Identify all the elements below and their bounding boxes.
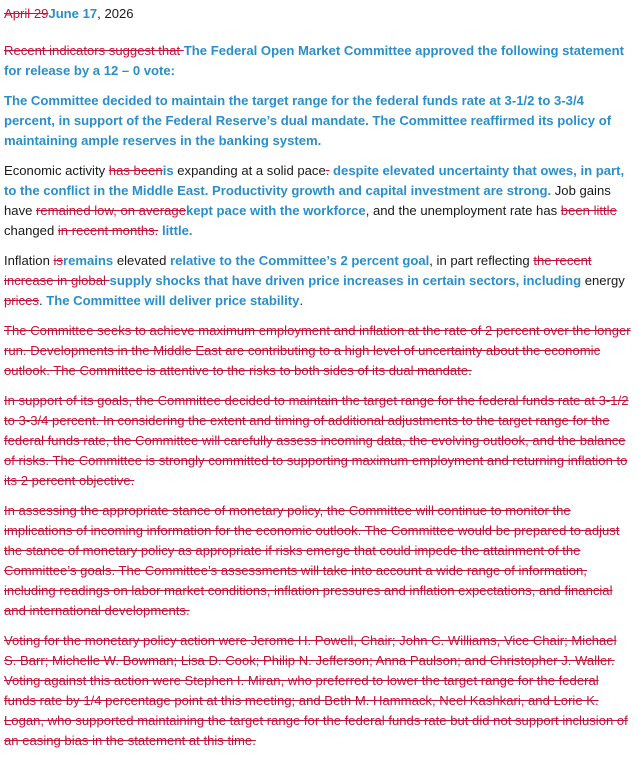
deleted-text: in recent months. xyxy=(57,223,159,238)
body-text: changed xyxy=(4,223,58,238)
body-text: energy xyxy=(581,273,625,288)
body-text: Inflation xyxy=(4,253,54,268)
economic-activity-paragraph xyxy=(4,161,632,241)
inserted-text: The Federal Open Market Committee approved the following statement for release by a 12 – 0 vote: xyxy=(4,43,624,78)
deleted-text: . xyxy=(325,163,330,178)
assessing-paragraph-deleted xyxy=(4,501,632,621)
inflation-paragraph xyxy=(4,251,632,311)
inserted-text: kept pace with the workforce xyxy=(185,203,366,218)
deleted-text: prices xyxy=(4,293,39,308)
inserted-text: June 17 xyxy=(48,6,98,21)
deleted-text: is xyxy=(53,253,63,268)
redline-document xyxy=(4,4,632,761)
deleted-text: remained low, on average xyxy=(36,203,186,218)
deleted-text: Recent indicators suggest that xyxy=(4,43,184,58)
inserted-text: little. xyxy=(158,223,193,238)
deleted-text: been little xyxy=(560,203,617,218)
deleted-text: has been xyxy=(108,163,163,178)
body-text: , and the unemployment rate has xyxy=(365,203,561,218)
date-line xyxy=(4,4,632,24)
inserted-text: The Committee decided to maintain the target range for the federal funds rate at 3-1/2 to 3-3/4 percent, in support of the Federal Reserve’s dual mandate. The Committee reaffirmed its policy of maintaining ample reserves in the banking system. xyxy=(4,93,612,148)
body-text: , 2026 xyxy=(97,6,134,21)
body-text: elevated xyxy=(113,253,170,268)
goals-paragraph-deleted xyxy=(4,321,632,381)
body-text: . xyxy=(38,293,47,308)
intro-paragraph xyxy=(4,41,632,81)
deleted-text: Voting for the monetary policy action were Jerome H. Powell, Chair; John C. Williams, Vice Chair; Michael S. Barr; Michelle W. Bowman; Lisa D. Cook; Philip N. Jefferson; Anna Paulson; and Christopher J. Waller. Voting against this action were Stephen I. Miran, who preferred to lower the target range for the federal funds rate by 1/4 percentage point at this meeting; and Beth M. Hammack, Neel Kashkari, and Lorie K. Logan, who supported maintaining the target range for the federal funds rate but did not support inclusion of an easing bias in the statement at this time. xyxy=(4,633,628,748)
body-text: Economic activity xyxy=(4,163,109,178)
deleted-text: In assessing the appropriate stance of monetary policy, the Committee will continue to monitor the implications of incoming information for the economic outlook. The Committee would be prepared to adjust the stance of monetary policy as appropriate if risks emerge that could impede the attainment of the Committee’s goals. The Committee’s assessments will take into account a wide range of information, including readings on labor market conditions, inflation pressures and inflation expectations, and financial and international developments. xyxy=(4,503,620,618)
body-text: Job gains have xyxy=(4,183,611,218)
body-text: , in part reflecting xyxy=(429,253,534,268)
inserted-text: is xyxy=(162,163,174,178)
deleted-text: The Committee seeks to achieve maximum employment and inflation at the rate of 2 percent over the longer run. Developments in the Middle East are contributing to a high level of uncertainty about the economic outlook. The Committee is attentive to the risks to both sides of its dual mandate. xyxy=(4,323,631,378)
deleted-text: In support of its goals, the Committee decided to maintain the target range for the federal funds rate at 3-1/2 to 3-3/4 percent. In considering the extent and timing of additional adjustments to the target range for the federal funds rate, the Committee will carefully assess incoming data, the evolving outlook, and the balance of risks. The Committee is strongly committed to supporting maximum employment and returning inflation to its 2 percent objective. xyxy=(4,393,629,488)
voting-paragraph-deleted xyxy=(4,631,632,751)
support-paragraph-deleted xyxy=(4,391,632,491)
body-text: expanding at a solid pace xyxy=(173,163,326,178)
inserted-text: The Committee will deliver price stability xyxy=(46,293,300,308)
inserted-text: despite elevated uncertainty that owes, in part, to the conflict in the Middle East. Productivity growth and capital investment are strong. xyxy=(4,163,625,198)
inserted-text: supply shocks that have driven price increases in certain sectors, including xyxy=(109,273,582,288)
inserted-text: remains xyxy=(62,253,114,268)
body-text: . xyxy=(299,293,304,308)
deleted-text: April 29 xyxy=(4,6,49,21)
deleted-text: the recent increase in global xyxy=(4,253,592,288)
target-range-paragraph xyxy=(4,91,632,151)
inserted-text: relative to the Committee’s 2 percent goal xyxy=(169,253,430,268)
